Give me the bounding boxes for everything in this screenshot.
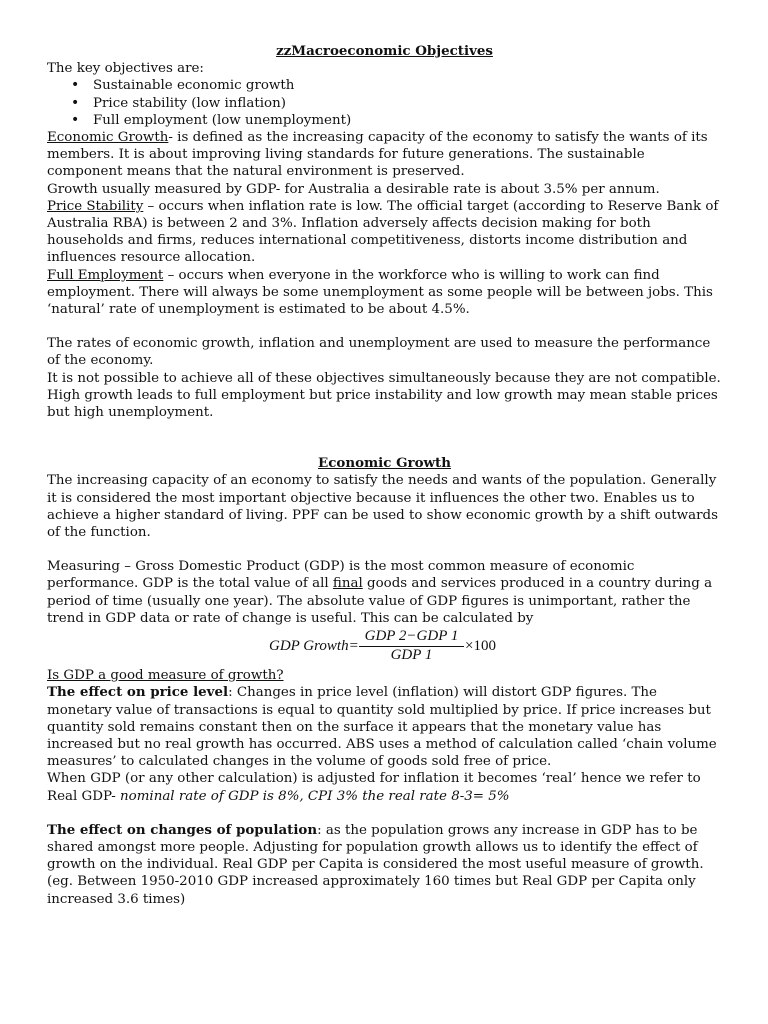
price-level-paragraph (47, 684, 722, 770)
economic-growth-heading: Economic Growth (318, 455, 451, 472)
formula-fraction (359, 628, 464, 664)
spacer (47, 421, 722, 455)
full-employment-definition-text: – occurs when everyone in the workforce who is willing to work can find employment. There will always be some unemployment as some people will be between jobs. This ‘natural’ rate of unemployment is estimated to be about 4.5%. (47, 267, 713, 318)
spacer (47, 318, 722, 335)
full-employment-term: Full Employment (47, 267, 164, 283)
formula-denominator: GDP 1 (390, 647, 433, 664)
population-term: The effect on changes of population (47, 821, 318, 838)
population-paragraph (47, 822, 722, 908)
objectives-list (47, 77, 722, 129)
price-stability-term: Price Stability (47, 198, 144, 214)
price-stability-definition-text: – occurs when inflation rate is low. The official target (according to Reserve Bank of Australia RBA) is between 2 and 3%. Inflation adversely affects decision making for both households and firms, reduces international competitiveness, distorts income distribution and influences resource allocation. (47, 198, 719, 266)
real-gdp-text: When GDP (or any other calculation) is adjusted for inflation it becomes ‘real’ hence we refer to Real GDP- (47, 771, 701, 804)
objective-item-full-employment: • Full employment (low unemployment) (47, 112, 722, 129)
gdp-measuring-paragraph (47, 558, 722, 627)
price-level-term: The effect on price level (47, 684, 229, 701)
spacer (47, 541, 722, 558)
compatibility-paragraph: It is not possible to achieve all of these objectives simultaneously because they are not compatible. High growth leads to full employment but price instability and low growth may mean stable prices but high unemployment. (47, 370, 721, 421)
economic-growth-definition-text: - is defined as the increasing capacity of the economy to satisfy the wants of its members. It is about improving living standards for future generations. The sustainable component means that the natural environment is preserved. (47, 130, 708, 180)
formula-multiplier: ×100 (465, 638, 496, 655)
real-gdp-example: nominal rate of GDP is 8%, CPI 3% the real rate 8-3= 5% (120, 788, 510, 804)
spacer (47, 805, 722, 822)
gdp-measuring-text-a: Measuring – Gross Domestic Product (GDP) is the most common measure of economic performance. GDP is the total value of all (47, 559, 635, 592)
gdp-question-heading: Is GDP a good measure of growth? (47, 668, 284, 684)
gdp-growth-formula (47, 628, 722, 664)
performance-paragraph: The rates of economic growth, inflation and unemployment are used to measure the performance of the economy. (47, 336, 711, 369)
objective-item-growth: • Sustainable economic growth (47, 77, 722, 94)
population-text: : as the population grows any increase in GDP has to be shared amongst more people. Adjusting for population growth allows us to identify the effect of growth on the individual. Real GDP per Capita is considered the most useful measure of growth. (eg. Between 1950-2010 GDP increased approximately 160 times but Real GDP per Capita only increased 3.6 times) (47, 822, 704, 907)
final-goods-term: final (332, 576, 363, 592)
formula-numerator: GDP 2−GDP 1 (359, 628, 464, 647)
economic-growth-term: Economic Growth (47, 130, 169, 146)
objectives-intro: The key objectives are: (47, 61, 204, 77)
document-page (47, 43, 722, 908)
price-level-text: : Changes in price level (inflation) will distort GDP figures. The monetary value of transactions is equal to quantity sold multiplied by price. If price increases but quantity sold remains constant then on the surface it appears that the monetary value has increased but no real growth has occurred. ABS uses a method of calculation called ‘chain volume measures’ to calculated changes in the volume of goods sold free of price. (47, 685, 717, 770)
document-title: zzMacroeconomic Objectives (276, 43, 493, 59)
gdp-measuring-text-b: goods and services produced in a country during a period of time (usually one year). The absolute value of GDP figures is unimportant, rather the trend in GDP data or rate of change is useful. This can be calculated by (47, 576, 713, 626)
economic-growth-definition (47, 129, 722, 181)
objective-item-price-stability: • Price stability (low inflation) (47, 95, 722, 112)
price-stability-definition (47, 198, 722, 267)
growth-measurement-note: Growth usually measured by GDP- for Australia a desirable rate is about 3.5% per annum. (47, 181, 660, 197)
full-employment-definition (47, 267, 722, 319)
formula-lhs: GDP Growth= (269, 638, 359, 655)
economic-growth-intro: The increasing capacity of an economy to satisfy the needs and wants of the population. Generally it is considered the most important objective because it influences the other two. Enables us to achieve a higher standard of living. PPF can be used to show economic growth by a shift outwards of the function. (47, 473, 718, 541)
real-gdp-paragraph (47, 770, 722, 804)
